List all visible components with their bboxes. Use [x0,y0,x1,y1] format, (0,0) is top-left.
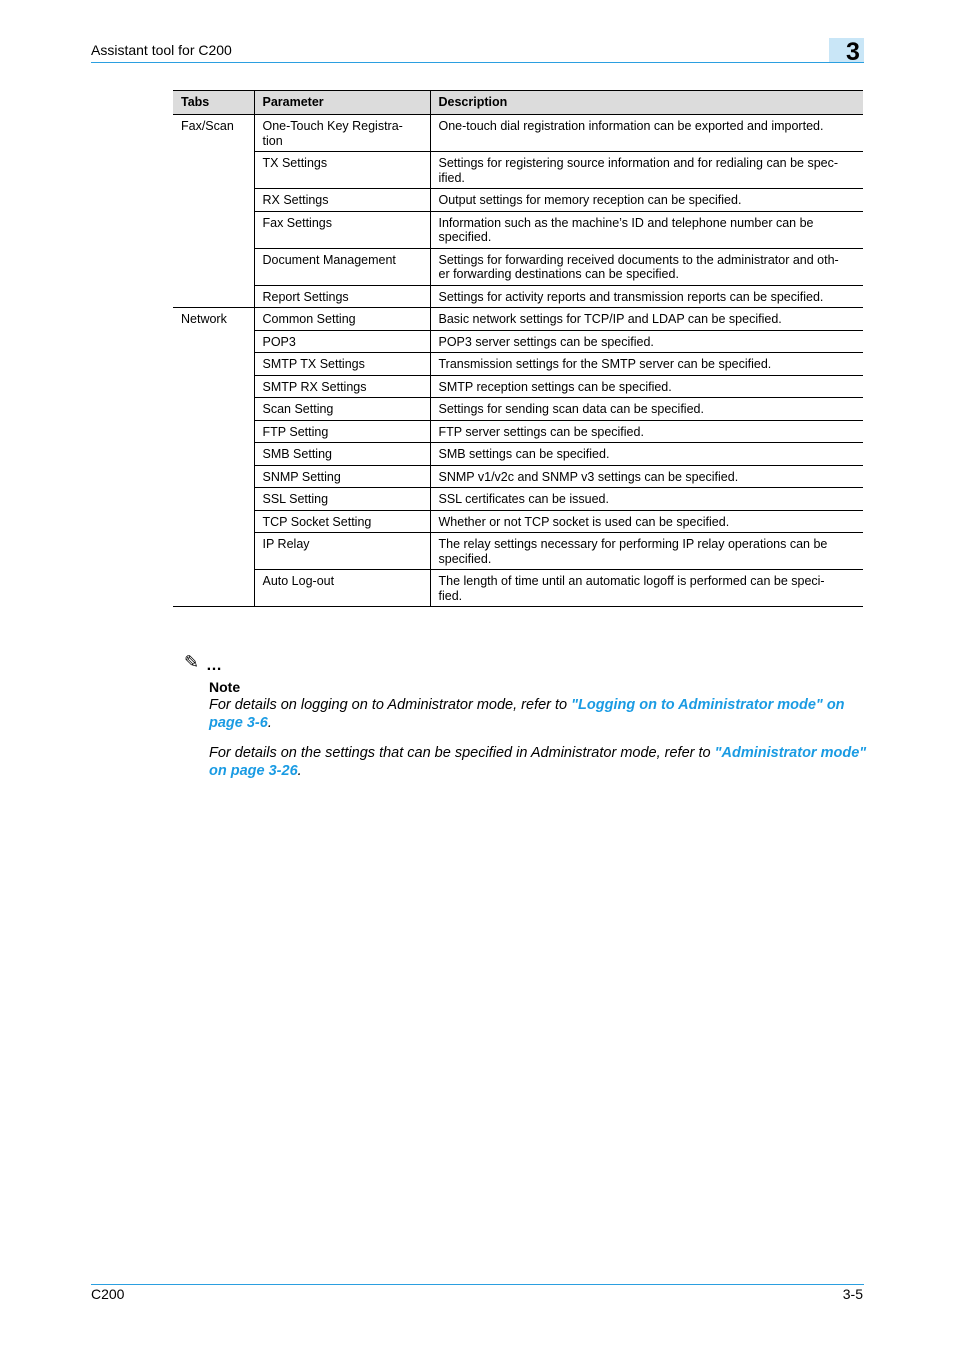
table-row [173,115,863,152]
cell-parameter: Fax Settings [254,211,430,248]
cell-parameter: IP Relay [254,533,430,570]
cell-parameter: Document Management [254,248,430,285]
cell-description: The relay settings necessary for performing IP relay operations can be specified. [430,533,863,570]
note-link[interactable]: "Logging on to Administrator mode" on [571,697,845,713]
cell-description: POP3 server settings can be specified. [430,330,863,353]
footer-rule [91,1284,864,1285]
table-row [173,398,863,421]
table-row [173,248,863,285]
cell-tab [173,420,254,443]
table-header-row [173,91,863,115]
cell-tab [173,248,254,285]
cell-tab [173,488,254,511]
cell-tab [173,465,254,488]
table-row [173,330,863,353]
table-row [173,465,863,488]
cell-tab [173,375,254,398]
pencil-note-icon: ✎ [184,652,200,672]
cell-parameter: RX Settings [254,189,430,212]
cell-description: Settings for registering source information and for redialing can be spec- ified. [430,152,863,189]
chapter-number: 3 [846,38,860,66]
table-row [173,510,863,533]
cell-tab [173,152,254,189]
note-label: Note [209,679,241,695]
note-text: For details on logging on to Administrator mode, refer to [209,697,572,713]
cell-tab [173,285,254,308]
note-paragraph-2 [209,744,869,780]
note-dots-icon: … [206,657,224,674]
note-link[interactable]: page 3-6 [209,715,268,731]
cell-description: One-touch dial registration information can be exported and imported. [430,115,863,152]
note-link[interactable]: "Administrator mode" [714,745,867,761]
note-text: . [267,715,272,731]
cell-tab [173,211,254,248]
table-body [173,115,863,607]
table-row [173,285,863,308]
table-row [173,353,863,376]
cell-parameter: Report Settings [254,285,430,308]
cell-tab: Network [173,308,254,331]
table-row [173,443,863,466]
cell-tab [173,443,254,466]
cell-parameter: SMTP RX Settings [254,375,430,398]
cell-tab [173,510,254,533]
header-tabs: Tabs [173,91,254,115]
cell-parameter: TX Settings [254,152,430,189]
table-row [173,211,863,248]
cell-tab [173,533,254,570]
cell-tab [173,353,254,376]
cell-description: Settings for sending scan data can be specified. [430,398,863,421]
cell-parameter: TCP Socket Setting [254,510,430,533]
cell-description: SSL certificates can be issued. [430,488,863,511]
cell-parameter: Auto Log-out [254,570,430,607]
cell-description: SMTP reception settings can be specified. [430,375,863,398]
parameter-table [173,90,863,607]
cell-tab: Fax/Scan [173,115,254,152]
cell-tab [173,330,254,353]
header-rule [91,62,864,63]
table-row [173,308,863,331]
table-row [173,420,863,443]
table-row [173,488,863,511]
cell-tab [173,189,254,212]
table-row [173,189,863,212]
table-row [173,152,863,189]
cell-parameter: SMB Setting [254,443,430,466]
note-link[interactable]: on page 3-26 [209,763,298,779]
footer-model: C200 [91,1286,125,1302]
cell-parameter: SMTP TX Settings [254,353,430,376]
cell-description: FTP server settings can be specified. [430,420,863,443]
cell-description: Output settings for memory reception can be specified. [430,189,863,212]
cell-description: Settings for forwarding received documents to the administrator and oth- er forwarding destinations can be specified. [430,248,863,285]
running-header-title: Assistant tool for C200 [91,42,232,58]
cell-description: Information such as the machine’s ID and telephone number can be specified. [430,211,863,248]
cell-parameter: FTP Setting [254,420,430,443]
cell-description: Basic network settings for TCP/IP and LDAP can be specified. [430,308,863,331]
cell-description: Transmission settings for the SMTP server can be specified. [430,353,863,376]
cell-description: SNMP v1/v2c and SNMP v3 settings can be specified. [430,465,863,488]
cell-parameter: One-Touch Key Registra- tion [254,115,430,152]
cell-parameter: POP3 [254,330,430,353]
cell-parameter: SSL Setting [254,488,430,511]
cell-parameter: Common Setting [254,308,430,331]
cell-description: The length of time until an automatic logoff is performed can be speci- fied. [430,570,863,607]
cell-tab [173,570,254,607]
cell-description: SMB settings can be specified. [430,443,863,466]
note-paragraph-1 [209,696,869,732]
cell-description: Settings for activity reports and transmission reports can be specified. [430,285,863,308]
cell-parameter: SNMP Setting [254,465,430,488]
cell-description: Whether or not TCP socket is used can be specified. [430,510,863,533]
cell-tab [173,398,254,421]
table-row [173,533,863,570]
note-text: . [297,763,302,779]
table-row [173,570,863,607]
header-parameter: Parameter [254,91,430,115]
table-row [173,375,863,398]
note-text: For details on the settings that can be specified in Administrator mode, refer to [209,745,715,761]
footer-page-number: 3-5 [842,1286,863,1302]
cell-parameter: Scan Setting [254,398,430,421]
header-description: Description [430,91,863,115]
